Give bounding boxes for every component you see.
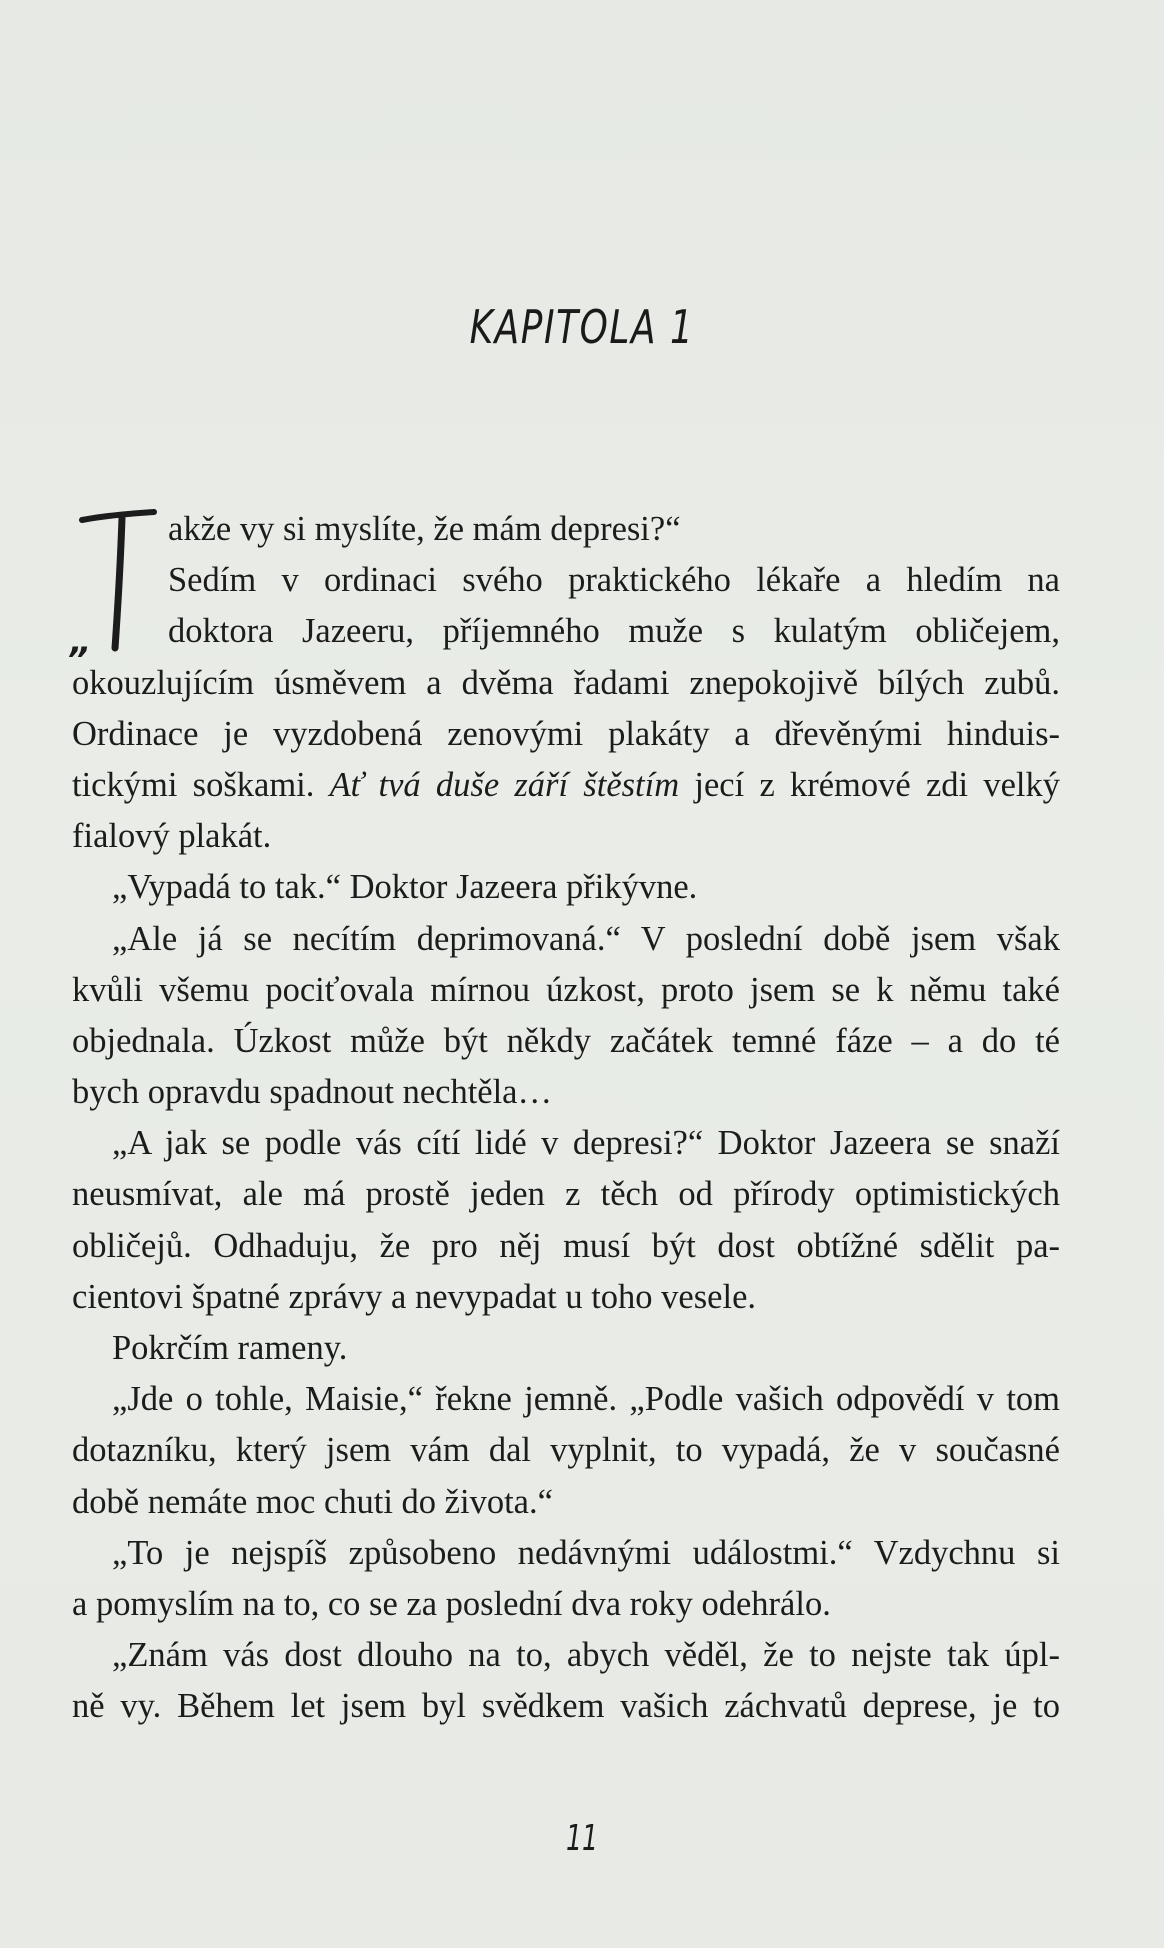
text-line: Sedím v ordinaci svého praktického lékaře a hledím na [168,561,1060,600]
text-line: bych opravdu spadnout nechtěla… [72,1073,552,1112]
text-line: cientovi špatné zprávy a nevypadat u toho vesele. [72,1277,757,1316]
text-line: Ordinace je vyzdobená zenovými plakáty a dřevěnými hinduis- [72,714,1060,753]
text-line: kvůli všemu pociťovala mírnou úzkost, proto jsem se k němu také [72,970,1060,1009]
text-line: „Znám vás dost dlouho na to, abych věděl, že to nejste tak úpl- [112,1636,1060,1675]
text-line: době nemáte moc chuti do života.“ [72,1482,553,1521]
text-line: „Vypadá to tak.“ Doktor Jazeera přikývne. [112,868,698,907]
text-line: „Jde o tohle, Maisie,“ řekne jemně. „Podle vašich odpovědí v tom [112,1380,1060,1419]
text-segment: tickými soškami. [72,765,315,804]
text-line: obličejů. Odhaduju, že pro něj musí být dost obtížné sdělit pa- [72,1226,1060,1265]
text-line: fialový plakát. [72,817,272,856]
text-line: objednala. Úzkost může být někdy začátek temné fáze – a do té [72,1021,1060,1060]
text-line: dotazníku, který jsem vám dal vyplnit, to vypadá, že v současné [72,1431,1060,1470]
text-line: „To je nejspíš způsobeno nedávnými událostmi.“ Vzdychnu si [112,1533,1060,1572]
text-line-with-italic [72,760,1060,811]
drop-cap-open-quote: „ [70,622,92,662]
text-segment: jecí z krémové zdi velký [694,765,1060,804]
text-line: okouzlujícím úsměvem a dvěma řadami znepokojivě bílých zubů. [72,663,1060,702]
text-line: „Ale já se necítím deprimovaná.“ V poslední době jsem však [112,919,1060,958]
text-line: „A jak se podle vás cítí lidé v depresi?“ Doktor Jazeera se snaží [112,1124,1060,1163]
text-line: akže vy si myslíte, že mám depresi?“ [168,510,681,548]
chapter-title: KAPITOLA 1 [469,300,695,354]
italic-poster-quote: Ať tvá duše září štěstím [329,765,680,804]
text-line: Pokrčím rameny. [112,1329,348,1367]
text-line: doktora Jazeeru, příjemného muže s kulatým obličejem, [168,612,1060,651]
page-number: 11 [565,1818,599,1859]
text-line: ně vy. Během let jsem byl svědkem vašich záchvatů deprese, je to [72,1687,1060,1726]
text-line: a pomyslím na to, co se za poslední dva roky odehrálo. [72,1584,831,1623]
body-text [72,504,1060,1733]
text-line: neusmívat, ale má prostě jeden z těch od přírody optimistických [72,1175,1060,1214]
